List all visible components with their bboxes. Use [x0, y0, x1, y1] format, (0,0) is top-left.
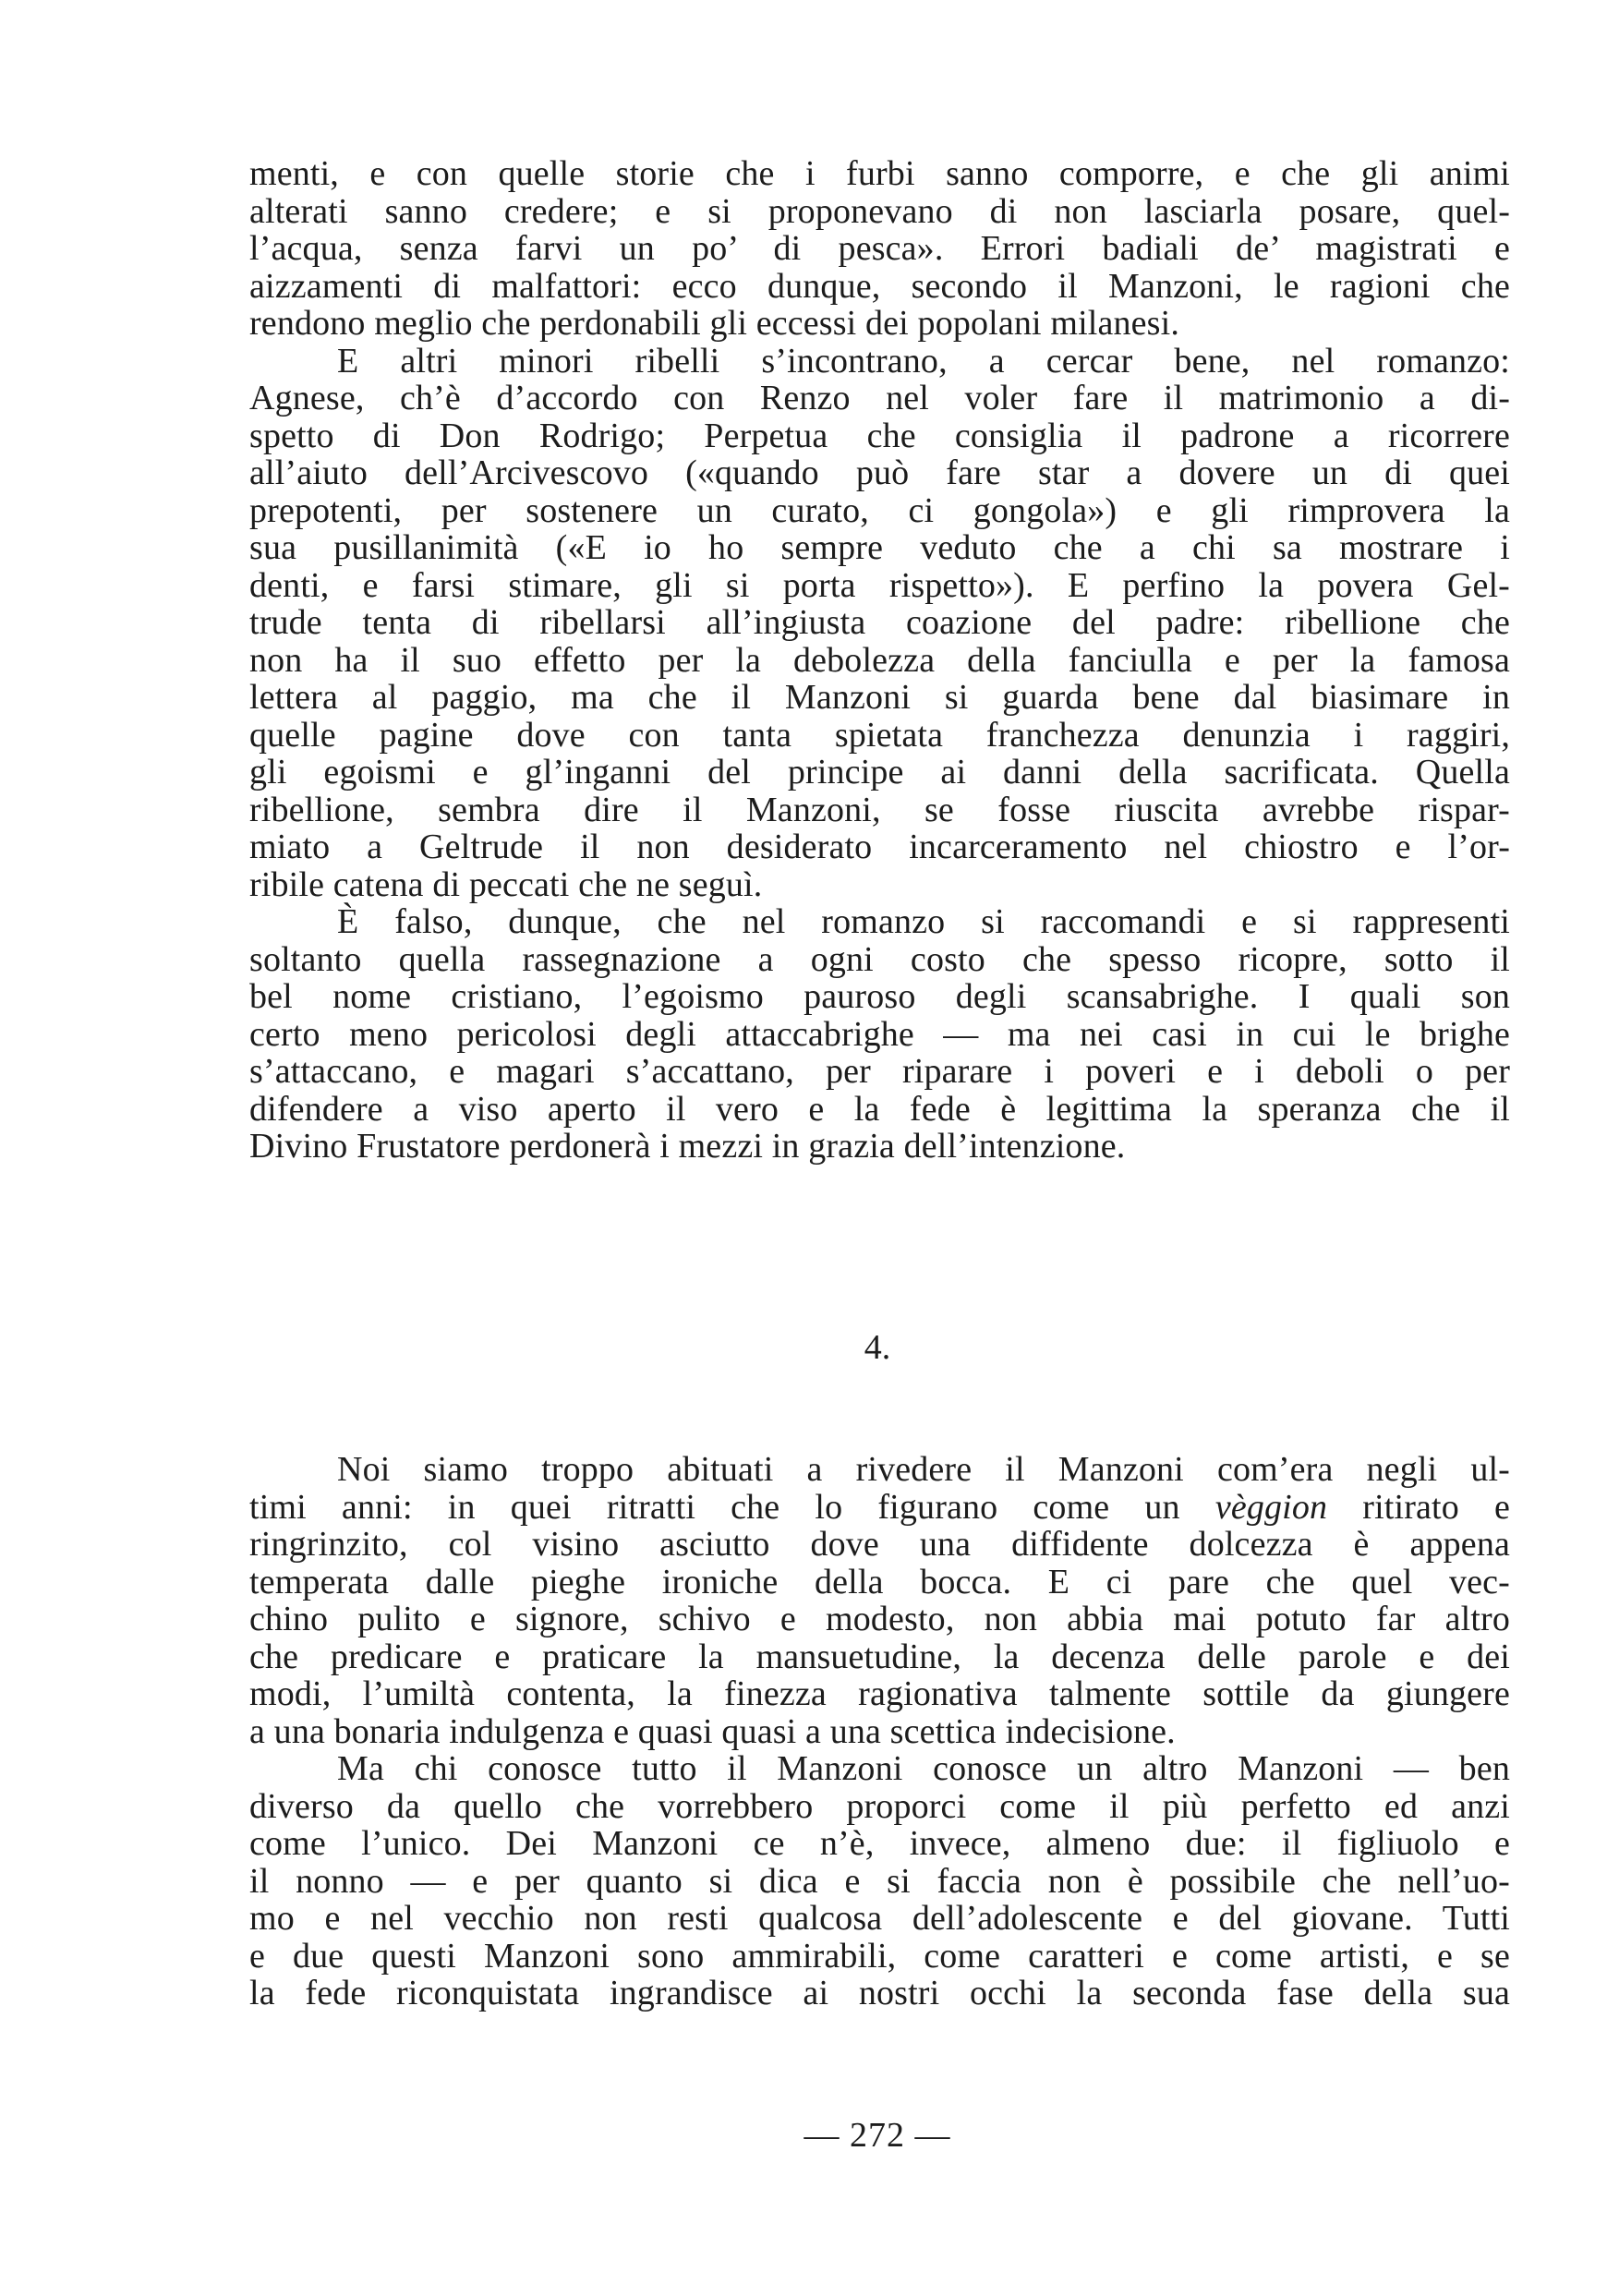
text-line: menti, e con quelle storie che i furbi sanno comporre, e che gli animi: [249, 154, 1510, 193]
text-line: Agnese, ch’è d’accordo con Renzo nel voler fare il matrimonio a di-: [249, 379, 1510, 417]
text-line: E altri minori ribelli s’incontrano, a cercar bene, nel romanzo:: [337, 341, 1510, 381]
text-line: quelle pagine dove con tanta spietata franchezza denunzia i raggiri,: [249, 715, 1510, 755]
text-line: chino pulito e signore, schivo e modesto, non abbia mai potuto far altro: [249, 1600, 1510, 1638]
text-line: timi anni: in quei ritratti che lo figurano come un vèggion ritirato e: [249, 1487, 1511, 1527]
text-line: l’acqua, senza farvi un po’ di pesca». Errori badiali de’ magistrati e: [249, 229, 1510, 268]
text-line: bel nome cristiano, l’egoismo pauroso degli scansabrighe. I quali son: [249, 977, 1510, 1016]
text-line: lettera al paggio, ma che il Manzoni si guarda bene dal biasimare in: [249, 678, 1510, 717]
text-line: gli egoismi e gl’inganni del principe ai danni della sacrificata. Quella: [249, 753, 1510, 792]
text-line: all’aiuto dell’Arcivescovo («quando può fare star a dovere un di quei: [249, 453, 1510, 492]
text-line: a una bonaria indulgenza e quasi quasi a una scettica indecisione.: [249, 1711, 1176, 1751]
text-line: denti, e farsi stimare, gli si porta rispetto»). E perfino la povera Gel-: [249, 565, 1510, 605]
text-line: ringrinzito, col visino asciutto dove una diffidente dolcezza è appena: [249, 1525, 1510, 1564]
text-line: certo meno pericolosi degli attaccabrighe — ma nei casi in cui le brighe: [249, 1014, 1510, 1054]
section-number: 4.: [864, 1328, 891, 1367]
text-line: È falso, dunque, che nel romanzo si raccomandi e si rappresenti: [337, 902, 1510, 941]
text-line: prepotenti, per sostenere un curato, ci gongola») e gli rimprovera la: [249, 490, 1510, 530]
page-number: — 272 —: [804, 2116, 951, 2155]
text-line: ribellione, sembra dire il Manzoni, se fosse riuscita avrebbe rispar-: [249, 790, 1510, 829]
text-line: temperata dalle pieghe ironiche della bocca. E ci pare che quel vec-: [249, 1562, 1510, 1601]
text-line: s’attaccano, e magari s’accattano, per riparare i poveri e i deboli o per: [249, 1052, 1510, 1091]
text-line: il nonno — e per quanto si dica e si faccia non è possibile che nell’uo-: [249, 1861, 1510, 1901]
text-block-upper: [249, 155, 1510, 1166]
text-line: e due questi Manzoni sono ammirabili, come caratteri e come artisti, e se: [249, 1936, 1510, 1976]
text-line: Ma chi conosce tutto il Manzoni conosce un altro Manzoni — ben: [337, 1749, 1510, 1788]
text-line: rendono meglio che perdonabili gli eccessi dei popolani milanesi.: [249, 304, 1179, 343]
text-line: la fede riconquistata ingrandisce ai nostri occhi la seconda fase della sua: [249, 1974, 1510, 2012]
text-line: non ha il suo effetto per la debolezza della fanciulla e per la famosa: [249, 640, 1510, 680]
text-line: diverso da quello che vorrebbero proporci come il più perfetto ed anzi: [249, 1786, 1510, 1826]
text-line: difendere a viso aperto il vero e la fede è legittima la speranza che il: [249, 1089, 1510, 1129]
text-line: che predicare e praticare la mansuetudine, la decenza delle parole e dei: [249, 1637, 1510, 1676]
text-block-lower: [249, 1451, 1510, 2012]
text-line: soltanto quella rassegnazione a ogni costo che spesso ricopre, sotto il: [249, 939, 1510, 979]
text-line: come l’unico. Dei Manzoni ce n’è, invece, almeno due: il figliuolo e: [249, 1824, 1510, 1863]
text-line: trude tenta di ribellarsi all’ingiusta coazione del padre: ribellione che: [249, 603, 1510, 642]
text-line: miato a Geltrude il non desiderato incarceramento nel chiostro e l’or-: [249, 828, 1510, 866]
text-line: spetto di Don Rodrigo; Perpetua che consiglia il padrone a ricorrere: [249, 416, 1510, 455]
text-line: alterati sanno credere; e si proponevano di non lasciarla posare, quel-: [249, 191, 1510, 231]
text-line: mo e nel vecchio non resti qualcosa dell’adolescente e del giovane. Tutti: [249, 1899, 1510, 1938]
text-line: aizzamenti di malfattori: ecco dunque, secondo il Manzoni, le ragioni che: [249, 266, 1510, 306]
text-line: ribile catena di peccati che ne seguì.: [249, 864, 763, 904]
text-line: Noi siamo troppo abituati a rivedere il Manzoni com’era negli ul-: [337, 1450, 1510, 1489]
text-line: sua pusillanimità («E io ho sempre veduto che a chi sa mostrare i: [249, 528, 1510, 567]
text-line: modi, l’umiltà contenta, la finezza ragionativa talmente sottile da giungere: [249, 1674, 1510, 1713]
text-line: Divino Frustatore perdonerà i mezzi in grazia dell’intenzione.: [249, 1127, 1126, 1166]
